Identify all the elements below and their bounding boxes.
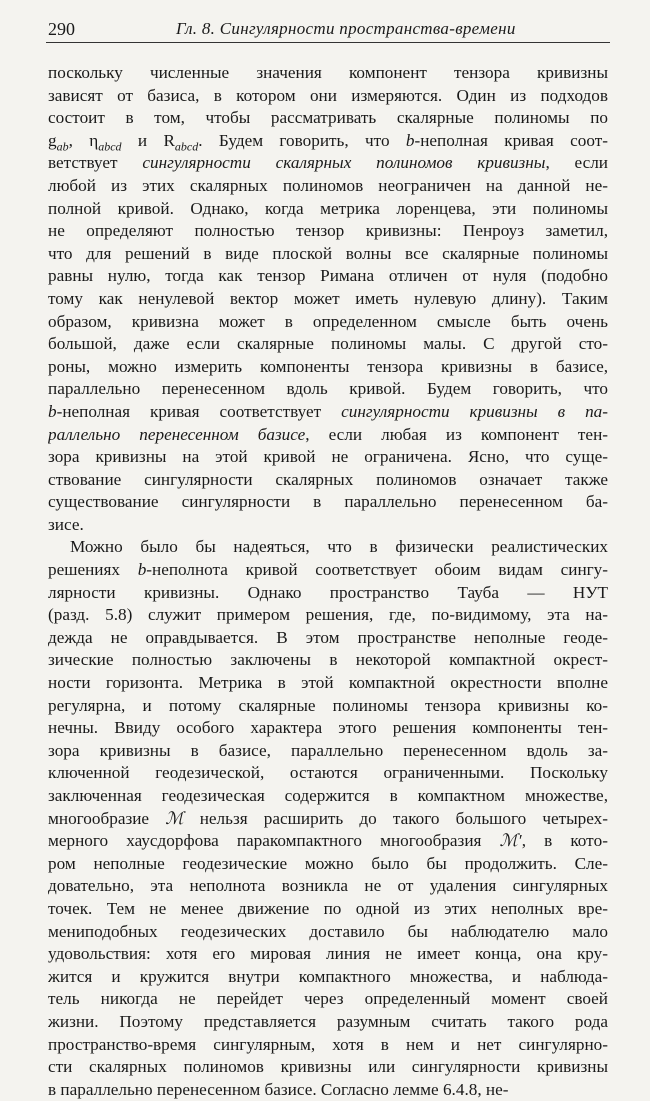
- text-segment: удовольствия: хотя его мировая линия не имеет конца, она кру-: [48, 944, 608, 964]
- text-segment: зисе.: [48, 514, 84, 534]
- text-segment: образом, кривизна может в определенном смысле быть очень: [48, 311, 608, 331]
- text-line: [48, 785, 608, 808]
- text-segment: в параллельно перенесенном базисе. Согласно лемме 6.4.8, не-: [48, 1079, 509, 1099]
- text-segment: ности горизонта. Метрика в этой компактной окрестности вполне: [48, 673, 608, 693]
- text-segment: заключенная геодезическая содержится в компактном множестве,: [48, 786, 608, 805]
- text-line: [48, 130, 608, 153]
- text-segment: регулярна, и потому скалярные полиномы тензора кривизны ко-: [48, 695, 608, 715]
- text-segment: b: [137, 560, 147, 580]
- text-segment: мерного хаусдорфова паракомпактного многообразия: [48, 831, 500, 851]
- text-line: [48, 356, 608, 379]
- text-line: [48, 152, 608, 175]
- text-segment: решениях: [48, 560, 138, 580]
- text-segment: ℳ′: [499, 831, 522, 851]
- text-line: [48, 921, 608, 944]
- text-segment: зависят от базиса, в котором они измеряются. Один из подходов: [48, 85, 608, 105]
- text-segment: жится и кружится внутри компактного множества, и наблюда-: [48, 966, 608, 986]
- text-segment: ветствует: [48, 153, 143, 173]
- text-line: [48, 491, 608, 514]
- text-segment: что для решений в виде плоской волны все скалярные полиномы: [48, 243, 608, 263]
- text-line: [48, 1011, 608, 1034]
- text-segment: нечны. Ввиду особого характера этого решения компоненты тен-: [48, 718, 608, 738]
- text-segment: -неполная кривая соответствует: [56, 401, 342, 421]
- text-segment: жизни. Поэтому представляется разумным считать такого рода: [48, 1011, 608, 1031]
- text-line: [48, 830, 608, 853]
- text-segment: точек. Тем не менее движение по одной из этих неполных вре-: [48, 898, 608, 918]
- text-line: [48, 424, 608, 447]
- text-line: [48, 85, 608, 108]
- text-line: [48, 62, 608, 85]
- text-segment: раллельно перенесенном базисе: [48, 424, 306, 444]
- text-line: [48, 243, 608, 266]
- text-line: [48, 943, 608, 966]
- text-segment: b: [48, 401, 57, 421]
- text-line: [48, 808, 608, 831]
- body-text: [48, 62, 608, 1101]
- text-line: [48, 333, 608, 356]
- page-number: 290: [48, 19, 75, 39]
- text-line: [48, 875, 608, 898]
- text-line: [48, 695, 608, 718]
- text-line: [48, 401, 608, 424]
- text-segment: b: [405, 130, 415, 150]
- text-line: [48, 604, 608, 627]
- text-line: [48, 717, 608, 740]
- text-segment: полной кривой. Однако, когда метрика лоренцева, эти полиномы: [48, 198, 608, 218]
- text-line: [48, 378, 608, 401]
- paragraph: [48, 536, 608, 1101]
- text-segment: существование сингулярности в параллельно перенесенном ба-: [48, 492, 608, 512]
- text-line: [48, 311, 608, 334]
- text-line: [48, 559, 608, 582]
- text-segment: сти скалярных полиномов кривизны или сингулярности кривизны: [48, 1057, 608, 1077]
- text-segment: g: [48, 130, 57, 150]
- text-segment: (разд. 5.8) служит примером решения, где, по-видимому, эта на-: [48, 605, 608, 625]
- text-segment: роны, можно измерить компоненты тензора кривизны в базисе,: [48, 356, 608, 376]
- text-segment: равны нулю, тогда как тензор Римана отличен от нуля (подобно: [48, 266, 608, 286]
- text-segment: и R: [121, 130, 175, 150]
- text-segment: многообразие: [48, 808, 166, 828]
- text-segment: ключенной геодезической, остаются ограниченными. Поскольку: [48, 763, 608, 783]
- text-segment: довательно, эта неполнота возникла не от удаления сингулярных: [48, 876, 608, 896]
- text-segment: параллельно перенесенном вдоль кривой. Будем говорить, что: [48, 379, 608, 399]
- text-segment: ствование сингулярности скалярных полиномов означает также: [48, 469, 608, 489]
- text-line: [48, 288, 608, 311]
- text-segment: , если любая из компонент тен-: [305, 424, 608, 444]
- text-segment: ром неполные геодезические можно было бы продолжить. Сле-: [48, 853, 608, 873]
- text-line: [48, 1056, 608, 1079]
- subscript: abcd: [174, 139, 199, 153]
- subscript: abcd: [98, 139, 122, 153]
- text-segment: сингулярности кривизны в па-: [341, 401, 608, 421]
- text-line: [48, 582, 608, 605]
- text-segment: -неполная кривая соот-: [414, 130, 608, 150]
- text-segment: сингулярности скалярных полиномов кривизны: [142, 153, 546, 173]
- text-segment: дежда не оправдывается. В этом пространстве неполные геоде-: [48, 627, 608, 647]
- text-segment: поскольку численные значения компонент тензора кривизны: [48, 63, 608, 82]
- text-line: [48, 536, 608, 559]
- text-line: [48, 966, 608, 989]
- text-segment: , в котo-: [521, 831, 608, 851]
- text-segment: , η: [68, 130, 99, 150]
- text-line: [48, 740, 608, 763]
- text-segment: зора кривизны на этой кривой не ограничена. Ясно, что суще-: [48, 447, 608, 467]
- text-line: [48, 198, 608, 221]
- text-segment: большой, даже если скалярные полиномы малы. С другой сто-: [48, 334, 608, 354]
- text-line: [48, 265, 608, 288]
- paragraph: [48, 62, 608, 536]
- text-segment: любой из этих скалярных полиномов неограничен на данной не-: [48, 175, 608, 195]
- text-line: [48, 514, 608, 537]
- text-segment: зические полностью заключены в некоторой компактной окрест-: [48, 650, 608, 670]
- text-segment: зора кривизны в базисе, параллельно перенесенном вдоль за-: [48, 740, 608, 760]
- text-line: [48, 446, 608, 469]
- text-line: [48, 220, 608, 243]
- text-segment: состоит в том, чтобы рассматривать скалярные полиномы по: [48, 108, 608, 128]
- text-segment: Можно было бы надеяться, что в физически реалистических: [70, 537, 608, 557]
- text-line: [48, 175, 608, 198]
- page-header: [46, 16, 610, 43]
- text-segment: мениподобных геодезических доставило бы наблюдателю мало: [48, 921, 608, 941]
- running-title: Гл. 8. Сингулярности пространства-времени: [176, 19, 516, 38]
- text-line: [48, 469, 608, 492]
- text-line: [48, 898, 608, 921]
- text-segment: пространство-время сингулярным, хотя в нем и нет сингулярно-: [48, 1034, 608, 1054]
- text-line: [48, 107, 608, 130]
- text-segment: тель никогда не перейдет через определенный момент своей: [48, 989, 608, 1009]
- text-line: [48, 853, 608, 876]
- text-line: [48, 627, 608, 650]
- text-line: [48, 649, 608, 672]
- text-line: [48, 1034, 608, 1057]
- text-segment: . Будем говорить, что: [198, 130, 406, 150]
- text-segment: нельзя расширить до такого большого четырех-: [183, 808, 608, 828]
- text-segment: ℳ: [165, 808, 184, 828]
- text-line: [48, 762, 608, 785]
- text-segment: не определяют полностью тензор кривизны: Пенроуз заметил,: [48, 221, 608, 241]
- text-segment: лярности кривизны. Однако пространство Тауба — НУТ: [48, 582, 608, 602]
- subscript: ab: [56, 139, 69, 153]
- text-segment: тому как ненулевой вектор может иметь нулевую длину). Таким: [48, 288, 608, 308]
- text-line: [48, 672, 608, 695]
- text-segment: -неполнота кривой соответствует обоим видам сингу-: [146, 560, 608, 580]
- text-segment: , если: [545, 153, 608, 173]
- text-line: [48, 1079, 608, 1101]
